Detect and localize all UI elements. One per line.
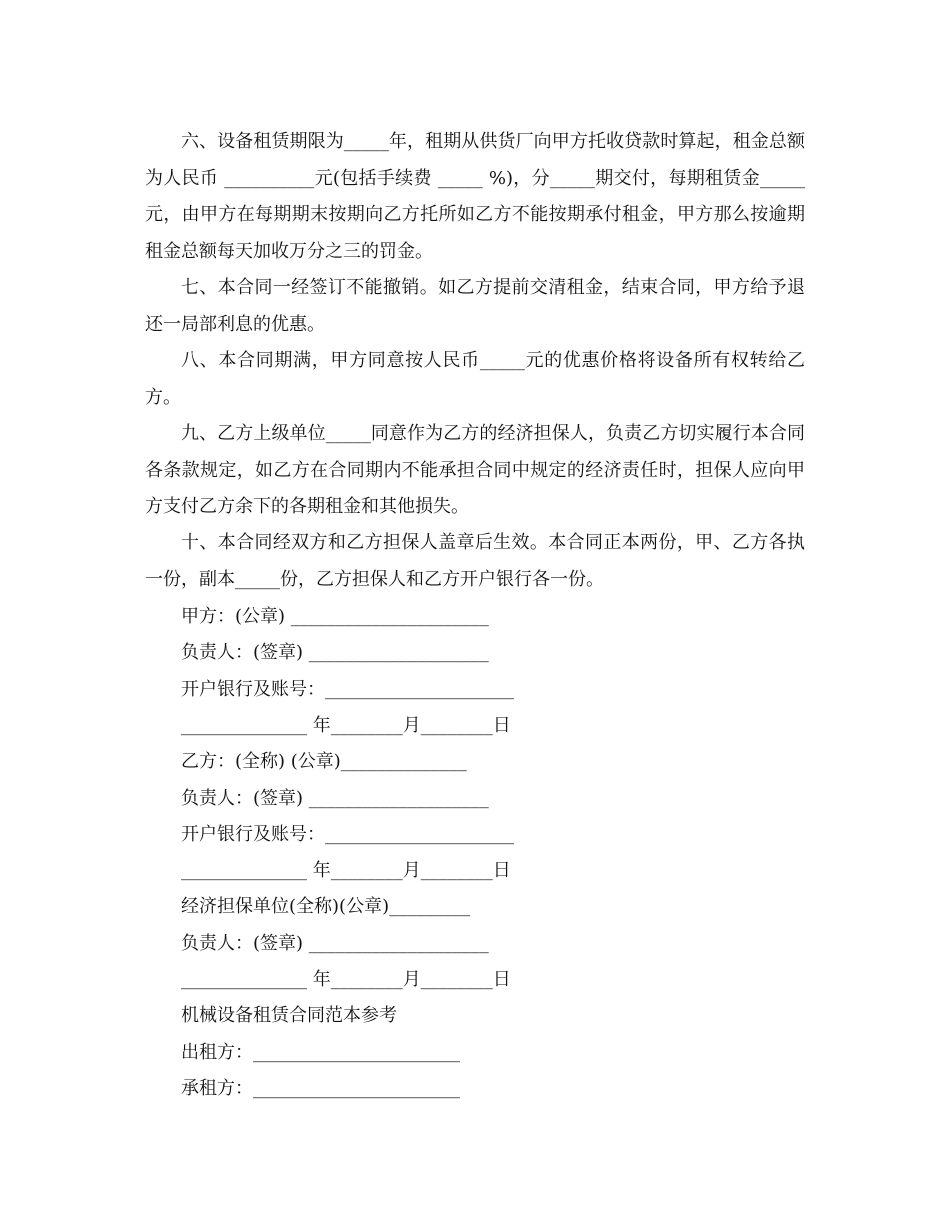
lessor-line: 出租方：_______________________ (181, 1042, 460, 1063)
guarantor-date-line: ______________ 年________月________日 (181, 969, 511, 990)
clause-10: 十、本合同经双方和乙方担保人盖章后生效。本合同正本两份，甲、乙方各执一份，副本_____份，乙方担保人和乙方开户银行各一份。 (145, 532, 805, 590)
next-section-title: 机械设备租赁合同范本参考 (181, 1005, 397, 1026)
party-b-leader-line: 负责人：(签章) ____________________ (181, 788, 489, 809)
clause-6: 六、设备租赁期限为_____年，租期从供货厂向甲方托收贷款时算起，租金总额为人民币 __________元(包括手续费 _____ %)，分_____期交付，每期租赁金_____元，由甲方在每期期末按期向乙方托所如乙方不能按期承付租金，甲方那么按逾期租金总额每天加收万分之三的罚金。 (145, 131, 805, 262)
guarantor-seal-line: 经济担保单位(全称)(公章)_________ (181, 896, 471, 917)
party-a-bank-line: 开户银行及账号：_____________________ (181, 679, 514, 700)
party-b-seal-line: 乙方：(全称) (公章)______________ (181, 751, 467, 772)
clause-8: 八、本合同期满，甲方同意按人民币_____元的优惠价格将设备所有权转给乙方。 (145, 350, 805, 408)
guarantor-leader-line: 负责人：(签章) ____________________ (181, 933, 489, 954)
clause-7: 七、本合同一经签订不能撤销。如乙方提前交清租金，结束合同，甲方给予退还一局部利息的优惠。 (145, 277, 805, 335)
party-b-bank-line: 开户银行及账号：_____________________ (181, 824, 514, 845)
party-a-date-line: ______________ 年________月________日 (181, 715, 511, 736)
lessee-line: 承租方：_______________________ (181, 1078, 460, 1099)
party-b-date-line: ______________ 年________月________日 (181, 860, 511, 881)
party-a-leader-line: 负责人：(签章) ____________________ (181, 642, 489, 663)
clause-9: 九、乙方上级单位_____同意作为乙方的经济担保人，负责乙方切实履行本合同各条款规定，如乙方在合同期内不能承担合同中规定的经济责任时，担保人应向甲方支付乙方余下的各期租金和其他损失。 (145, 423, 805, 517)
party-a-seal-line: 甲方：(公章) ______________________ (181, 606, 489, 627)
